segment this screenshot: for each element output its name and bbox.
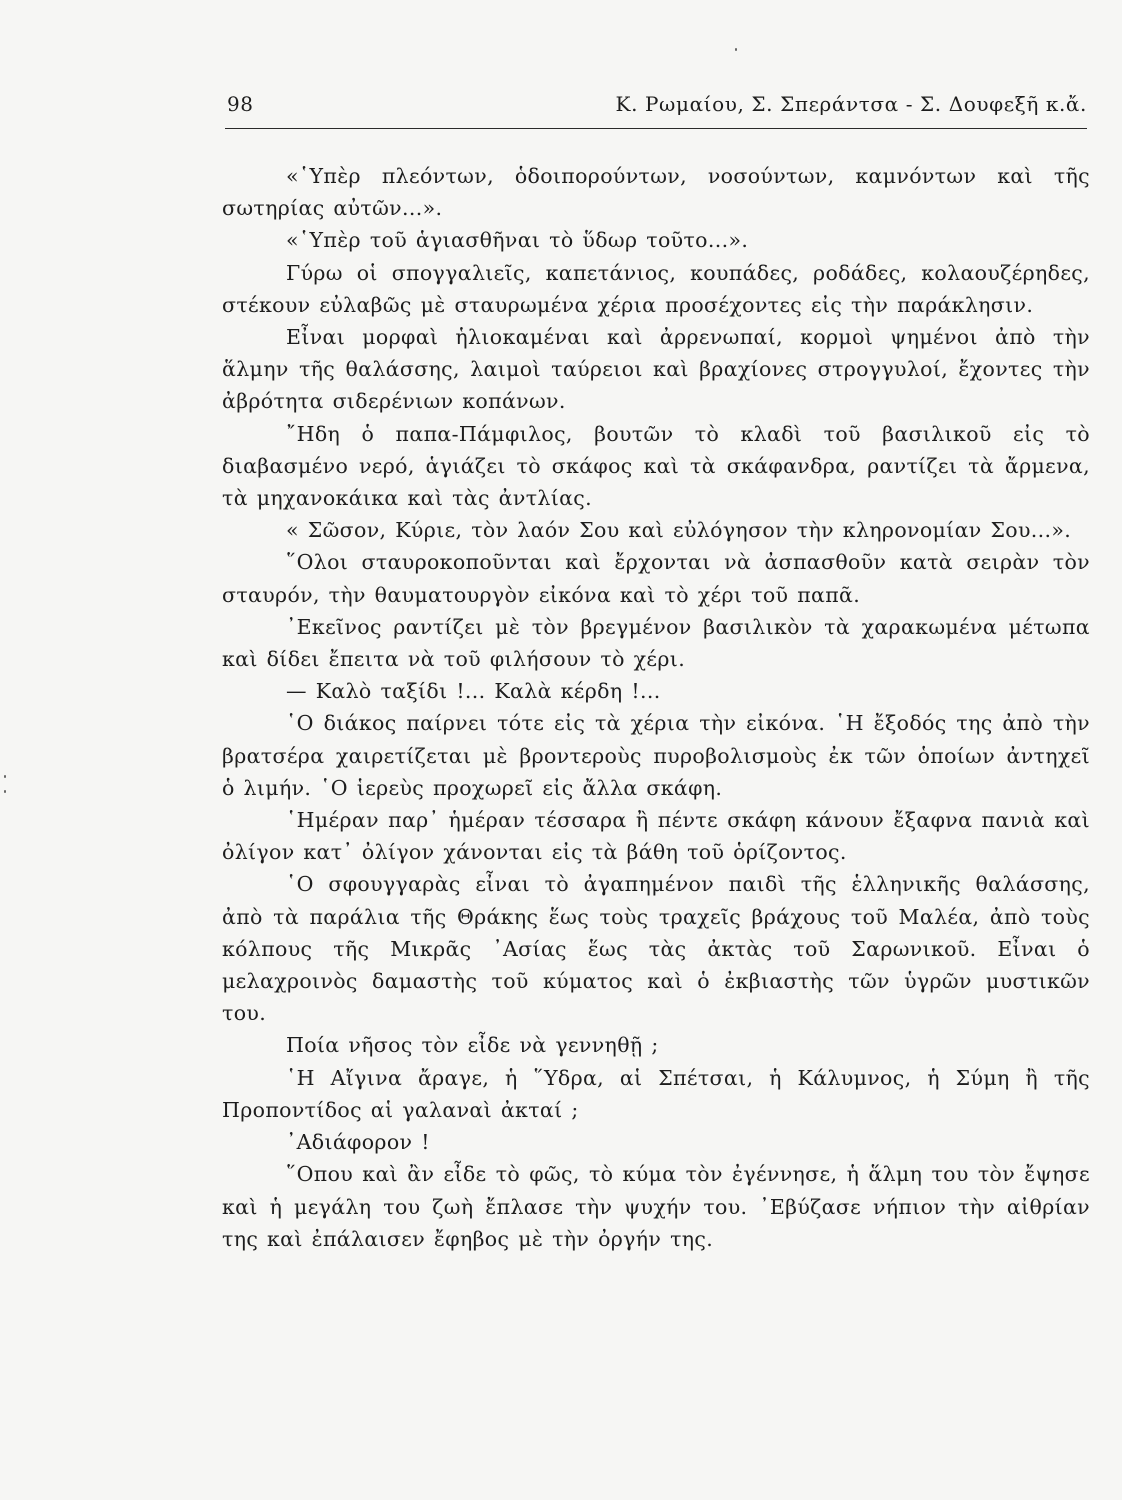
paragraph: Ποία νῆσος τὸν εἶδε νὰ γεννηθῇ ; [286, 1033, 659, 1058]
paragraph: ᾿Εκεῖνος ραντίζει μὲ τὸν βρεγμένον βασιλικὸν τὰ χαρακωμένα μέτωπα καὶ δίδει ἔπειτα νὰ τοῦ φιλήσουν τὸ χέρι. [222, 614, 1090, 672]
paragraph: ῾Η Αἴγινα ἄραγε, ἡ ῞Υδρα, αἱ Σπέτσαι, ἡ Κάλυμνος, ἡ Σύμη ἢ τῆς Προποντίδος αἱ γαλαναὶ ἀκταί ; [222, 1065, 1090, 1122]
body-text [222, 160, 1090, 1255]
paragraph: ῾Ο διάκος παίρνει τότε εἰς τὰ χέρια τὴν εἰκόνα. ῾Η ἔξοδός της ἀπὸ τὴν βρατσέρα χαιρετίζεται μὲ βροντεροὺς πυροβολισμοὺς ἐκ τῶν ὁποίων ἀντηχεῖ ὁ λιμήν. ῾Ο ἱερεὺς προχωρεῖ εἰς ἄλλα σκάφη. [222, 711, 1090, 800]
paragraph: Γύρω οἱ σπογγαλιεῖς, καπετάνιος, κουπάδες, ροδάδες, κολαουζέρηδες, στέκουν εὐλαβῶς μὲ σταυρωμένα χέρια προσέχοντες εἰς τὴν παράκλησιν. [222, 260, 1090, 317]
page-header [225, 92, 1087, 129]
page-number: 98 [227, 92, 254, 116]
paragraph: « Σῶσον, Κύριε, τὸν λαόν Σου καὶ εὐλόγησον τὴν κληρονομίαν Σου...». [286, 518, 1072, 543]
paper-speck [735, 48, 737, 51]
paragraph: ῎Ηδη ὁ παπα-Πάμφιλος, βουτῶν τὸ κλαδὶ τοῦ βασιλικοῦ εἰς τὸ διαβασμένο νερό, ἁγιάζει τὸ σκάφος καὶ τὰ σκάφανδρα, ραντίζει τὰ ἄρμενα, τὰ μηχανοκάικα καὶ τὰς ἀντλίας. [222, 421, 1090, 511]
paper-speck [4, 790, 6, 793]
paragraph: ῞Οπου καὶ ἂν εἶδε τὸ φῶς, τὸ κύμα τὸν ἐγέννησε, ἡ ἅλμη του τὸν ἔψησε καὶ ἡ μεγάλη του ζωὴ ἔπλασε τὴν ψυχήν του. ᾿Εβύζασε νήπιον τὴν αἰθρίαν της καὶ ἐπάλαισεν ἔφηβος μὲ τὴν ὀργήν της. [222, 1162, 1090, 1251]
paragraph: ῾Ημέραν παρ᾿ ἡμέραν τέσσαρα ἢ πέντε σκάφη κάνουν ἔξαφνα πανιὰ καὶ ὀλίγον κατ᾿ ὀλίγον χάνονται εἰς τὰ βάθη τοῦ ὁρίζοντος. [222, 808, 1090, 865]
running-head: Κ. Ρωμαίου, Σ. Σπεράντσα - Σ. Δουφεξῆ κ.ἄ. [615, 92, 1087, 116]
paper-speck [4, 775, 6, 778]
paragraph: «῾Υπὲρ πλεόντων, ὁδοιπορούντων, νοσούντων, καμνόντων καὶ τῆς σωτηρίας αὐτῶν...». [222, 164, 1090, 221]
paragraph: ῾Ο σφουγγαρὰς εἶναι τὸ ἀγαπημένον παιδὶ τῆς ἑλληνικῆς θαλάσσης, ἀπὸ τὰ παράλια τῆς Θράκης ἕως τοὺς τραχεῖς βράχους τοῦ Μαλέα, ἀπὸ τοὺς κόλπους τῆς Μικρᾶς ᾿Ασίας ἕως τὰς ἀκτὰς τοῦ Σαρωνικοῦ. Εἶναι ὁ μελαχροινὸς δαμαστὴς τοῦ κύματος καὶ ὁ ἐκβιαστὴς τῶν ὑγρῶν μυστικῶν του. [222, 872, 1090, 1026]
paragraph: — Καλὸ ταξίδι !... Καλὰ κέρδη !... [286, 679, 661, 704]
paragraph: «῾Υπὲρ τοῦ ἁγιασθῆναι τὸ ὕδωρ τοῦτο...». [286, 228, 749, 253]
paragraph: ᾿Αδιάφορον ! [286, 1130, 430, 1155]
paragraph: Εἶναι μορφαὶ ἡλιοκαμέναι καὶ ἀρρενωπαί, κορμοὶ ψημένοι ἀπὸ τὴν ἅλμην τῆς θαλάσσης, λαιμοὶ ταύρειοι καὶ βραχίονες στρογγυλοί, ἔχοντες τὴν ἀβρότητα σιδερένιων κοπάνων. [222, 325, 1090, 414]
paragraph: ῞Ολοι σταυροκοποῦνται καὶ ἔρχονται νὰ ἀσπασθοῦν κατὰ σειρὰν τὸν σταυρόν, τὴν θαυματουργὸν εἰκόνα καὶ τὸ χέρι τοῦ παπᾶ. [222, 550, 1090, 607]
